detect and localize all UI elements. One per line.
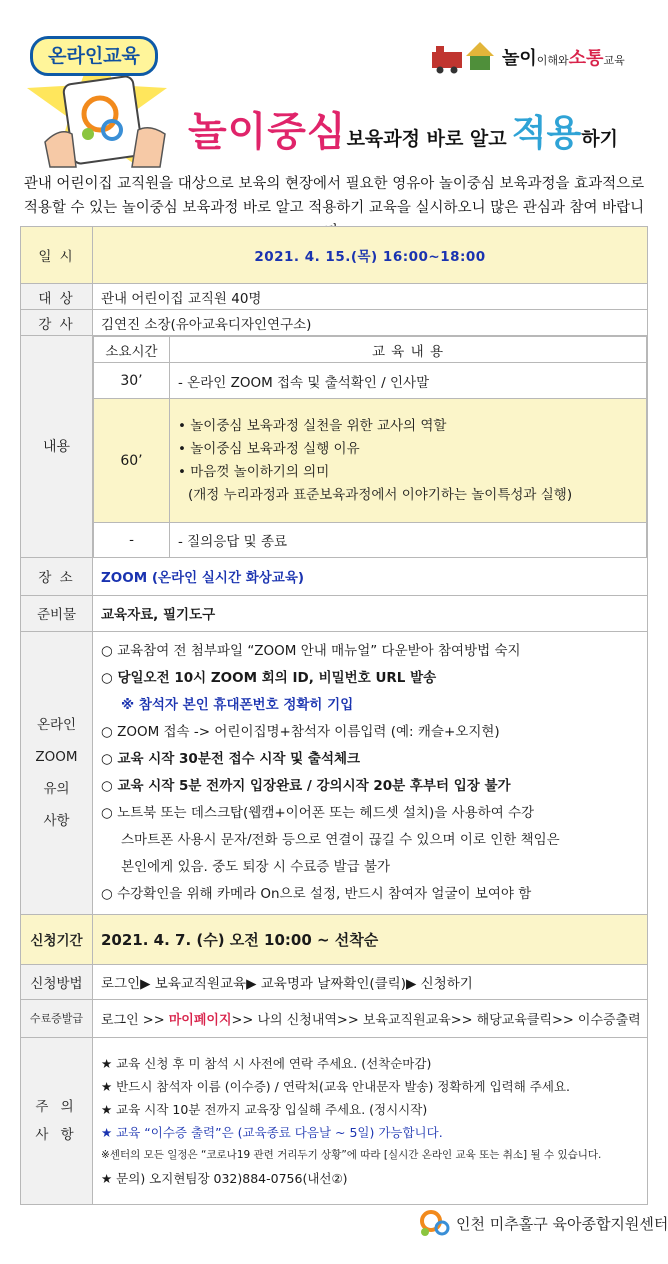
content-desc-2	[170, 399, 647, 523]
content-time-1: 30’	[94, 363, 170, 399]
place-value: ZOOM (온라인 실시간 화상교육)	[93, 557, 648, 595]
caution-item: ★ 교육 “이수증 출력”은 (교육종료 다음날 ~ 5일) 가능합니다.	[101, 1124, 443, 1140]
footer	[418, 1208, 668, 1238]
caution-item: ★ 문의) 오지현팀장 032)884-0756(내선②)	[101, 1170, 348, 1186]
caution-item: ★ 반드시 참석자 이름 (이수증) / 연락처(교육 안내문자 발송) 정확하게 입력해 주세요.	[101, 1078, 571, 1094]
target-value: 관내 어린이집 교직원 40명	[93, 284, 648, 310]
zoom-note: ○ 수강확인을 위해 카메라 On으로 설정, 반드시 참여자 얼굴이 보여야 함	[101, 885, 532, 902]
zoom-notes-label: 온라인 ZOOM 유의 사항	[21, 631, 93, 914]
center-logo-icon	[418, 1208, 452, 1238]
caution-item: ★ 교육 신청 후 미 참석 시 사전에 연락 주세요. (선착순마감)	[101, 1055, 432, 1071]
content-desc-1: - 온라인 ZOOM 접속 및 출석확인 / 인사말	[170, 363, 647, 399]
zoom-note: ○ 교육 시작 5분 전까지 입장완료 / 강의시작 20분 후부터 입장 불가	[101, 777, 511, 794]
caution-item: ※센터의 모든 일정은 “코로나19 관련 거리두기 상황”에 따라 [실시간 온라인 교육 또는 취소] 될 수 있습니다.	[101, 1148, 602, 1161]
apply-method-row	[21, 964, 648, 999]
content-header-desc: 교 육 내 용	[170, 337, 647, 363]
prep-value: 교육자료, 필기도구	[93, 595, 648, 631]
content-label: 내용	[21, 336, 93, 558]
content-desc-3: - 질의응답 및 종료	[170, 523, 647, 557]
zoom-note: ○ ZOOM 접속 -> 어린이집명+참석자 이름입력 (예: 캐슬+오지현)	[101, 723, 500, 740]
apply-method-value: 로그인▶ 보육교직원교육▶ 교육명과 날짜확인(클릭)▶ 신청하기	[93, 964, 648, 999]
cert-value: 로그인 >> 마이페이지>> 나의 신청내역>> 보육교직원교육>> 해당교육클릭>> 이수증출력	[93, 999, 648, 1037]
content-desc-2-line: (개정 누리과정과 표준보육과정에서 이야기하는 놀이특성과 실행)	[188, 486, 573, 503]
zoom-note: ○ 교육참여 전 첨부파일 “ZOOM 안내 매뉴얼” 다운받아 참여방법 숙지	[101, 642, 521, 659]
zoom-note: 본인에게 있음. 중도 퇴장 시 수료증 발급 불가	[121, 858, 391, 875]
zoom-note: ○ 노트북 또는 데스크탑(웹캠+이어폰 또는 헤드셋 설치)을 사용하여 수강	[101, 804, 535, 821]
zoom-note: 스마트폰 사용시 문자/전화 등으로 연결이 끊길 수 있으며 이로 인한 책임은	[121, 831, 560, 848]
zoom-note: ※ 참석자 본인 휴대폰번호 정확히 기입	[121, 696, 354, 713]
apply-period-value: 2021. 4. 7. (수) 오전 10:00 ~ 선착순	[93, 914, 648, 964]
content-time-3: -	[94, 523, 170, 557]
date-row	[21, 227, 648, 284]
apply-period-label: 신청기간	[21, 914, 93, 964]
content-time-2: 60’	[94, 399, 170, 523]
cert-label: 수료증발급	[21, 999, 93, 1037]
info-table	[20, 226, 648, 1205]
mypage-link[interactable]: 마이페이지	[168, 1012, 232, 1028]
apply-method-label: 신청방법	[21, 964, 93, 999]
content-desc-2-line: • 놀이중심 보육과정 실천을 위한 교사의 역할	[178, 417, 447, 434]
content-header-time: 소요시간	[94, 337, 170, 363]
date-value: 2021. 4. 15.(목) 16:00~18:00	[93, 227, 648, 284]
caution-row	[21, 1037, 648, 1204]
online-education-badge: 온라인교육	[30, 36, 158, 76]
prep-label: 준비물	[21, 595, 93, 631]
zoom-notes	[93, 631, 648, 914]
apply-period-row	[21, 914, 648, 964]
cert-row	[21, 999, 648, 1037]
place-label: 장 소	[21, 557, 93, 595]
cautions	[93, 1037, 648, 1204]
target-row	[21, 284, 648, 310]
tablet-hands-icon	[40, 72, 170, 172]
lecturer-label: 강 사	[21, 310, 93, 336]
caution-label: 주 의 사 항	[21, 1037, 93, 1204]
house-train-icon	[430, 38, 498, 74]
caution-item: ★ 교육 시작 10분 전까지 교육장 입실해 주세요. (정시시작)	[101, 1101, 428, 1117]
place-row	[21, 557, 648, 595]
content-desc-2-line: • 마음껏 놀이하기의 의미	[178, 463, 330, 480]
intro-text: 관내 어린이집 교직원을 대상으로 보육의 현장에서 필요한 영유아 놀이중심 보육과정을 효과적으로 적용할 수 있는 놀이중심 보육과정 바로 알고 적용하기 교육을 실시하오니 많은 관심과 참여 바랍니	[23, 176, 645, 216]
brand-text: 놀이이해와소통교육	[502, 48, 625, 69]
zoom-note: ○ 교육 시작 30분전 접수 시작 및 출석체크	[101, 750, 361, 767]
date-label: 일 시	[21, 227, 93, 284]
prep-row	[21, 595, 648, 631]
content-row	[21, 336, 648, 558]
lecturer-value: 김연진 소장(유아교육디자인연구소)	[93, 310, 648, 336]
content-desc-2-line: • 놀이중심 보육과정 실행 이유	[178, 440, 360, 457]
target-label: 대 상	[21, 284, 93, 310]
content-table	[93, 336, 647, 557]
zoom-notes-row	[21, 631, 648, 914]
brand-logo	[430, 38, 650, 78]
page-title: 놀이중심보육과정 바로 알고 적용하기	[188, 109, 618, 155]
header	[0, 0, 668, 235]
lecturer-row	[21, 310, 648, 336]
zoom-note: ○ 당일오전 10시 ZOOM 회의 ID, 비밀번호 URL 발송	[101, 669, 437, 686]
footer-org: 인천 미추홀구 육아종합지원센터	[456, 1215, 668, 1233]
